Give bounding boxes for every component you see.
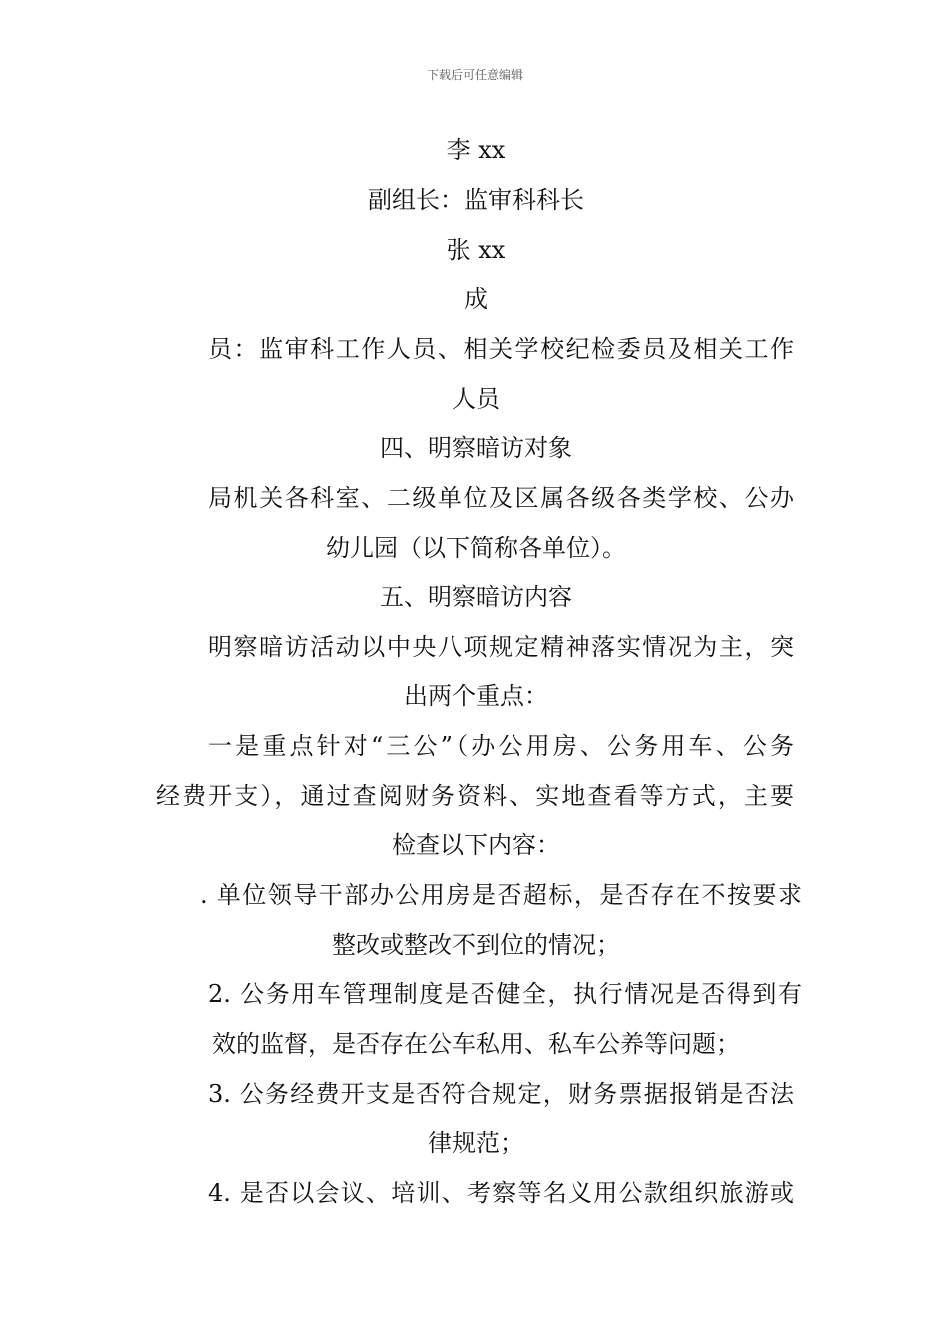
text-line-members-cont: 人员 xyxy=(452,385,500,413)
text-line-members: 员：监审科工作人员、相关学校纪检委员及相关工作 xyxy=(208,335,794,363)
list-item-4: 4. 是否以会议、培训、考察等名义用公款组织旅游或 xyxy=(208,1179,794,1207)
text-line-focus-one-cont: 经费开支），通过查阅财务资料、实地查看等方式，主要 xyxy=(156,782,794,810)
text-line-members-label: 成 xyxy=(464,285,488,313)
section-heading-content: 五、明察暗访内容 xyxy=(380,583,572,611)
text-line-focus-one: 一是重点针对“三公”（办公用房、公务用车、公务 xyxy=(208,732,794,760)
list-item-1-cont: 整改或整改不到位的情况； xyxy=(332,931,620,959)
list-item-3-cont: 律规范； xyxy=(428,1129,524,1157)
page-header: 下载后可任意编辑 xyxy=(426,68,523,82)
text-line-content: 明察暗访活动以中央八项规定精神落实情况为主，突 xyxy=(208,633,794,661)
text-line-targets-cont: 幼儿园（以下简称各单位）。 xyxy=(326,534,626,562)
text-line-deputy-leader: 副组长：监审科科长 xyxy=(368,186,584,214)
text-line-content-cont: 出两个重点： xyxy=(404,682,548,710)
list-item-2-cont: 效的监督，是否存在公车私用、私车公养等问题； xyxy=(212,1030,740,1058)
text-line-targets: 局机关各科室、二级单位及区属各级各类学校、公办 xyxy=(208,484,794,512)
list-item-2: 2. 公务用车管理制度是否健全，执行情况是否得到有 xyxy=(208,980,802,1008)
section-heading-targets: 四、明察暗访对象 xyxy=(380,434,572,462)
text-line-leader-name: 李 xx xyxy=(446,136,506,164)
text-line-focus-one-end: 检查以下内容： xyxy=(392,831,560,859)
list-item-3: 3. 公务经费开支是否符合规定，财务票据报销是否法 xyxy=(208,1080,794,1108)
text-line-deputy-name: 张 xx xyxy=(446,236,506,264)
list-item-1: . 单位领导干部办公用房是否超标，是否存在不按要求 xyxy=(200,881,802,909)
